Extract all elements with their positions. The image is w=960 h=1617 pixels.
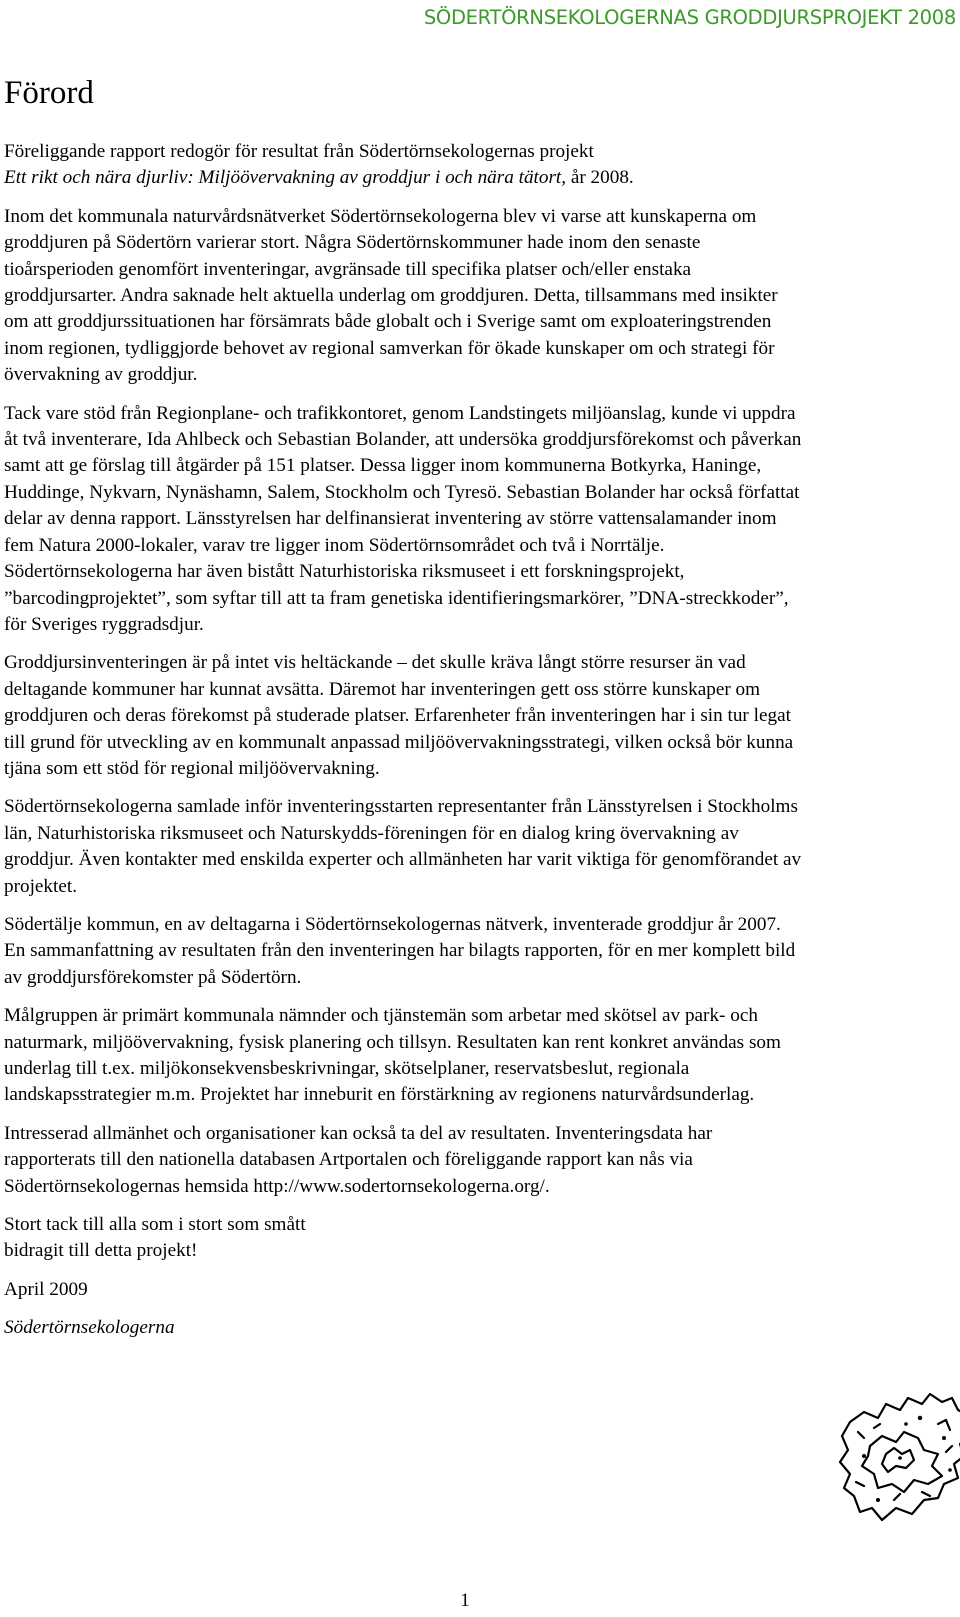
- intro-line: Föreliggande rapport redogör för resultat från Södertörnsekologernas projekt: [4, 141, 594, 162]
- running-header: SÖDERTÖRNSEKOLOGERNAS GRODDJURSPROJEKT 2008: [423, 6, 956, 29]
- paragraph: Intresserad allmänhet och organisationer kan också ta del av resultaten. Inventeringsdata har rapporterats till den nationella databasen Artportalen och föreliggande rapport kan nås via Södertörnsekologernas hemsida http://www.sodertornsekologerna.org/.: [4, 1122, 713, 1197]
- date-line: April 2009: [4, 1278, 88, 1300]
- thanks-text: Stort tack till alla som i stort som smått bidragit till detta projekt!: [4, 1214, 306, 1262]
- paragraph: Tack vare stöd från Regionplane- och trafikkontoret, genom Landstingets miljöanslag, kunde vi uppdra åt två inventerare, Ida Ahlbeck och Sebastian Bolander, att undersöka groddjursförekomst och påverkan samt att ge förslag till åtgärder på 151 platser. Dessa ligger inom kommunerna Botkyrka, Haninge, Huddinge, Nykvarn, Nynäshamn, Salem, Stockholm och Tyresö. Sebastian Bolander har också författat delar av denna rapport. Länsstyrelsen har delfinansierat inventering av större vattensalamander inom fem Natura 2000-lokaler, varav tre ligger inom Södertörnsområdet och två i Norrtälje. Södertörnsekologerna har även bistått Naturhistoriska riksmuseet i ett forskningsprojekt, ”barcodingprojektet”, som syftar till att ta fram genetiska identifieringsmarkörer, ”DNA-streckkoder”, för Sveriges ryggradsdjur.: [4, 402, 802, 635]
- paragraph: Inom det kommunala naturvårdsnätverket Södertörnsekologerna blev vi varse att kunskaperna om groddjuren på Södertörn varierar stort. Några Södertörnskommuner hade inom den senaste tioårsperioden genomfört inventeringar, avgränsade till specifika platser och/eller enstaka groddjursarter. Andra saknade helt aktuella underlag om groddjuren. Detta, tillsammans med insikter om att groddjurssituationen har försämrats både globalt och i Sverige samt om exploateringstrenden inom regionen, tydliggjorde behovet av regional samverkan för ökade kunskaper om och strategi för övervakning av groddjur.: [4, 205, 778, 386]
- page-title: Förord: [4, 75, 94, 111]
- signature: Södertörnsekologerna: [4, 1317, 175, 1339]
- project-title: Ett rikt och nära djurliv: Miljöövervakning av groddjur i och nära tätort,: [4, 167, 567, 189]
- page-number: 1: [460, 1590, 470, 1611]
- intro-year: år 2008.: [566, 167, 634, 189]
- paragraph: Målgruppen är primärt kommunala nämnder och tjänstemän som arbetar med skötsel av park- och naturmark, miljöövervakning, fysisk planering och tillsyn. Resultaten kan rent konkret användas som underlag till t.ex. miljökonsekvensbeskrivningar, skötselplaner, reservatsbeslut, regionala landskapsstrategier m.m. Projektet har inneburit en förstärkning av regionens naturvårdsunderlag.: [4, 1005, 781, 1106]
- sodertorn-map-logo-icon: [834, 1388, 960, 1526]
- body-text: [4, 139, 804, 1354]
- intro-line: [4, 165, 804, 191]
- intro-paragraph: [4, 139, 804, 192]
- paragraph: Groddjursinventeringen är på intet vis heltäckande – det skulle kräva långt större resurser än vad deltagande kommuner har kunnat avsätta. Däremot har inventeringen gett oss större kunskaper om groddjuren och deras förekomst på studerade platser. Erfarenheter från inventeringen har i sin tur legat till grund för utveckling av en kommunalt anpassad miljöövervakningsstrategi, vilken också bör kunna tjäna som ett stöd för regional miljöövervakning.: [4, 652, 794, 779]
- paragraph: Södertörnsekologerna samlade inför inventeringsstarten representanter från Länsstyrelsen i Stockholms län, Naturhistoriska riksmuseet och Naturskydds-föreningen för en dialog kring övervakning av groddjur. Även kontakter med enskilda experter och allmänheten har varit viktiga för genomförandet av projektet.: [4, 796, 802, 897]
- paragraph: Södertälje kommun, en av deltagarna i Södertörnsekologernas nätverk, inventerade groddjur år 2007. En sammanfattning av resultaten från den inventeringen har bilagts rapporten, för en mer komplett bild av groddjursförekomster på Södertörn.: [4, 913, 796, 988]
